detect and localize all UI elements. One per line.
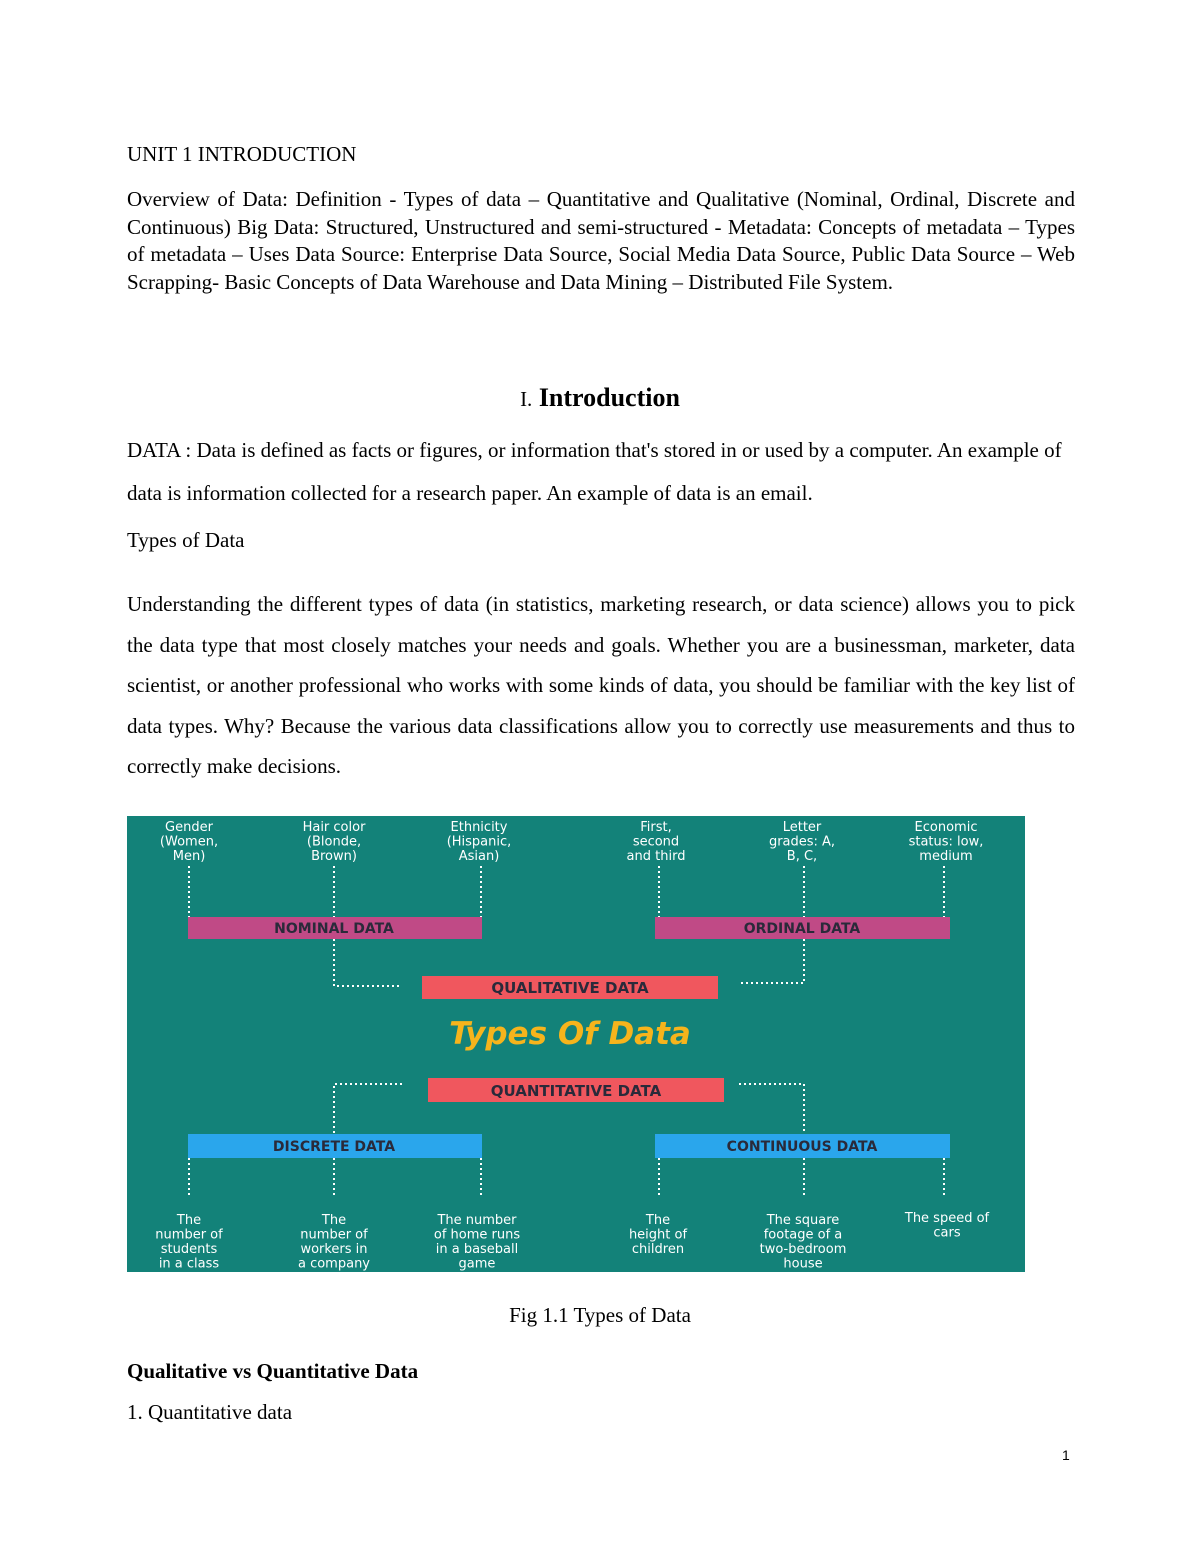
types-of-data-figure — [127, 816, 1025, 1272]
page-number: 1 — [1062, 1447, 1070, 1463]
example-line: The square — [766, 1213, 840, 1228]
example-line: in a baseball — [435, 1242, 519, 1257]
example-line: of home runs — [433, 1227, 521, 1243]
example-line: number of — [300, 1227, 368, 1243]
example-line: children — [631, 1242, 685, 1257]
example-line: Letter — [782, 820, 822, 835]
example-line: Asian) — [458, 849, 500, 864]
example-line: footage of a — [763, 1227, 843, 1243]
example-line: The — [176, 1213, 202, 1228]
figure-title: Types Of Data — [449, 1016, 691, 1052]
example-line: Men) — [172, 849, 206, 864]
example-line: status: low, — [908, 834, 984, 850]
example-line: cars — [933, 1225, 961, 1241]
example-line: height of — [628, 1227, 688, 1243]
ordinal-example — [909, 820, 984, 864]
example-line: The number — [437, 1213, 517, 1228]
example-line: (Hispanic, — [446, 834, 512, 850]
example-line: Ethnicity — [450, 820, 508, 835]
example-line: Brown) — [311, 849, 357, 864]
qual-vs-quant-heading: Qualitative vs Quantitative Data — [127, 1359, 419, 1383]
quantitative-data-label: QUANTITATIVE DATA — [490, 1082, 662, 1100]
data-definition-paragraph: DATA : Data is defined as facts or figures, or information that's stored in or used by a computer. An example of data is information collected for a research paper. An example of data is an email. — [127, 438, 1062, 505]
example-line: second — [632, 834, 680, 850]
understanding-paragraph: Understanding the different types of data (in statistics, marketing research, or data science) allows you to pick the data type that most closely matches your needs and goals. Whether you are a businessman, marketer, data scientist, or another professional who works with some kinds of data, you should be familiar with the key list of data types. Why? Because the various data classifications allow you to correctly use measurements and thus to correctly make decisions. — [127, 592, 1075, 778]
example-line: Economic — [914, 820, 978, 835]
nominal-data-label: NOMINAL DATA — [274, 921, 394, 937]
example-line: grades: A, — [768, 834, 836, 850]
nominal-example — [303, 820, 366, 864]
example-line: (Women, — [159, 834, 219, 850]
example-line: The — [645, 1213, 671, 1228]
section-title: Introduction — [538, 383, 680, 412]
example-line: (Blonde, — [306, 834, 362, 850]
discrete-data-label: DISCRETE DATA — [272, 1139, 396, 1155]
example-line: students — [160, 1242, 218, 1257]
example-line: two-bedroom — [759, 1242, 847, 1257]
example-line: The — [321, 1213, 347, 1228]
example-line: B, C, — [786, 849, 818, 864]
example-line: medium — [919, 849, 973, 864]
example-line: a company — [297, 1256, 371, 1272]
quantitative-data-list-item: 1. Quantitative data — [127, 1400, 293, 1424]
example-line: The speed of — [904, 1211, 990, 1226]
example-line: game — [458, 1256, 496, 1272]
example-line: Hair color — [302, 820, 366, 835]
unit-heading: UNIT 1 INTRODUCTION — [127, 142, 357, 166]
example-line: Gender — [165, 820, 213, 835]
example-line: workers in — [300, 1242, 368, 1257]
example-line: number of — [155, 1227, 223, 1243]
example-line: in a class — [158, 1256, 220, 1272]
qualitative-data-label: QUALITATIVE DATA — [491, 979, 649, 997]
figure-caption: Fig 1.1 Types of Data — [509, 1303, 691, 1327]
overview-paragraph: Overview of Data: Definition - Types of data – Quantitative and Qualitative (Nominal, Ordinal, Discrete and Continuous) Big Data: Structured, Unstructured and semi-structured - Metadata: Concepts of metadata – Types of metadata – Uses Data Source: Enterprise Data Source, Social Media Data Source, Public Data Source – Web Scrapping- Basic Concepts of Data Warehouse and Data Mining – Distributed File System. — [127, 187, 1075, 294]
types-of-data-heading: Types of Data — [127, 528, 245, 552]
ordinal-data-label: ORDINAL DATA — [743, 921, 861, 937]
section-heading — [0, 383, 1200, 413]
continuous-data-label: CONTINUOUS DATA — [726, 1139, 878, 1155]
example-line: house — [783, 1256, 823, 1272]
example-line: First, — [640, 820, 672, 835]
example-line: and third — [626, 849, 686, 864]
section-number: I. — [520, 387, 533, 411]
